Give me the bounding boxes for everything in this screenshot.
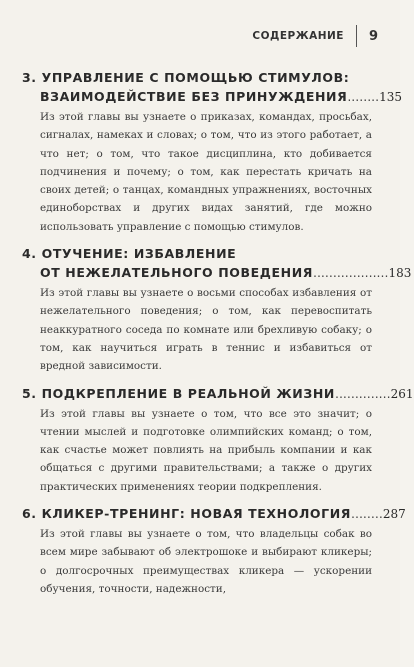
toc-entry-chapter-4 bbox=[22, 244, 412, 375]
chapter-description: Из этой главы вы узнаете о том, что владельцы собак во всем мире забывают об электрошоке и выбирают кликеры; о долгосрочных преимуществах кликера — ускорении обучения, точности, надежности, bbox=[40, 528, 372, 595]
chapter-page-number: 183 bbox=[388, 266, 412, 281]
chapter-description: Из этой главы вы узнаете о том, что все это значит; о чтении мыслей и подготовке олимпийских команд; о том, как счастье может повлиять на прибыль компании и как общаться с другими правительствами; а также о других практических применениях теории подкрепления. bbox=[40, 407, 372, 493]
chapter-title[interactable] bbox=[22, 504, 406, 524]
chapter-title-line bbox=[22, 384, 414, 404]
chapter-title[interactable] bbox=[22, 244, 412, 283]
chapter-title-text: 5. ПОДКРЕПЛЕНИЕ В РЕАЛЬНОЙ ЖИЗНИ bbox=[22, 385, 335, 401]
dot-leader: ........ bbox=[351, 506, 383, 522]
dot-leader: ................... bbox=[312, 265, 389, 281]
chapter-title-line bbox=[22, 504, 406, 524]
running-head bbox=[252, 25, 378, 47]
header-divider bbox=[356, 25, 357, 47]
dot-leader: .............. bbox=[334, 385, 391, 401]
chapter-title-line: 4. ОТУЧЕНИЕ: ИЗБАВЛЕНИЕ bbox=[22, 246, 237, 262]
chapter-description: Из этой главы вы узнаете о восьми способах избавления от нежелательного поведения; о том, как перевоспитать неаккуратного соседа по комнате или брехливую собаку; о том, как научиться играть в теннис и избавиться от вредной зависимости. bbox=[40, 287, 372, 373]
toc-entry-chapter-5 bbox=[22, 384, 414, 496]
chapter-title-line bbox=[22, 263, 412, 283]
table-of-contents bbox=[22, 68, 414, 606]
toc-entry-chapter-6 bbox=[22, 504, 406, 598]
chapter-title-text: 6. КЛИКЕР-ТРЕНИНГ: НОВАЯ ТЕХНОЛОГИЯ bbox=[22, 506, 352, 522]
dot-leader: ........ bbox=[347, 89, 380, 104]
chapter-description: Из этой главы вы узнаете о приказах, командах, просьбах, сигналах, намеках и словах; о том, что из этого работает, а что нет; о том, что такое дисциплина, кто добивается подчинения и почему; о том, как перестать кричать на своих детей; о танцах, командных упражнениях, восточных единоборствах и других видах занятий, где можно использовать управление с помощью стимулов. bbox=[40, 111, 372, 233]
page-number: 9 bbox=[368, 28, 378, 44]
chapter-title-text: ОТ НЕЖЕЛАТЕЛЬНОГО ПОВЕДЕНИЯ bbox=[40, 265, 313, 281]
chapter-title-text: ВЗАИМОДЕЙСТВИЕ БЕЗ ПРИНУЖДЕНИЯ bbox=[40, 89, 348, 104]
chapter-page-number: 287 bbox=[382, 507, 406, 522]
section-name: СОДЕРЖАНИЕ bbox=[252, 30, 344, 42]
chapter-title[interactable] bbox=[22, 68, 403, 107]
chapter-page-number: 261 bbox=[390, 386, 414, 401]
chapter-title-line: 3. УПРАВЛЕНИЕ С ПОМОЩЬЮ СТИМУЛОВ: bbox=[22, 70, 350, 85]
chapter-title-line bbox=[22, 87, 403, 107]
toc-entry-chapter-3 bbox=[22, 68, 403, 236]
chapter-title[interactable] bbox=[22, 384, 414, 404]
chapter-page-number: 135 bbox=[379, 90, 403, 104]
